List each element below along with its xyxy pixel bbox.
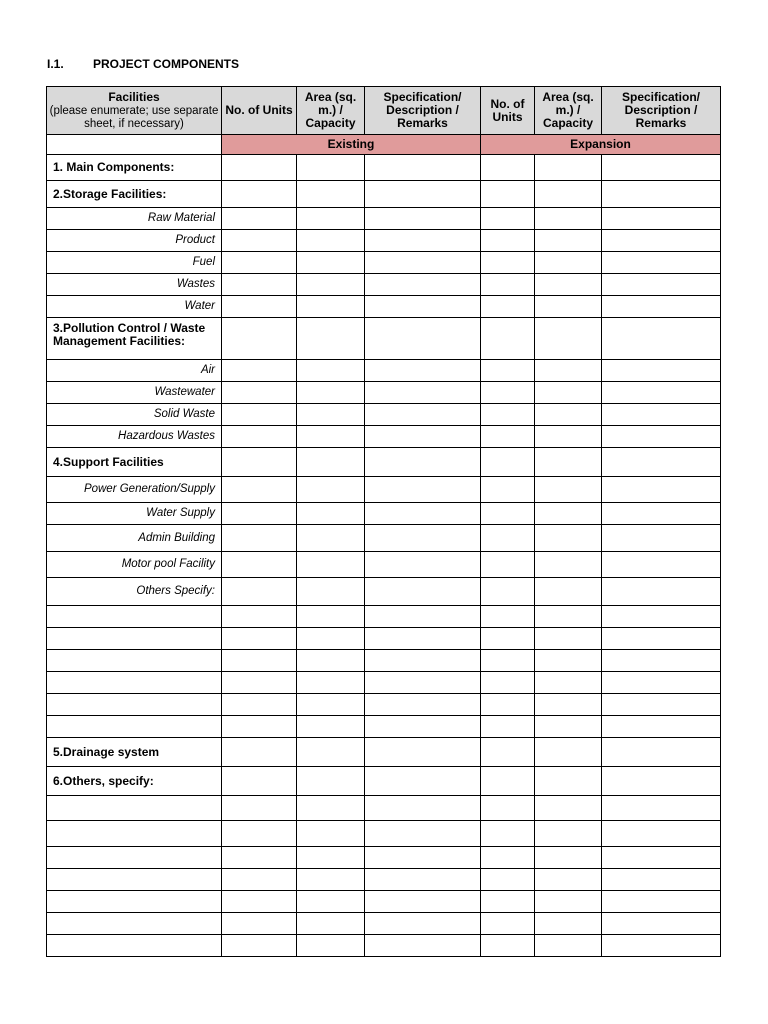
expansion-spec-cell[interactable] [602,448,721,477]
row-label [47,869,222,891]
expansion-units-cell[interactable] [481,382,535,404]
existing-spec-cell[interactable] [365,426,481,448]
table-row [47,525,721,552]
existing-spec-cell[interactable] [365,552,481,578]
existing-units-cell[interactable] [222,578,297,606]
table-row [47,847,721,869]
existing-spec-cell[interactable] [365,891,481,913]
existing-spec-cell[interactable] [365,913,481,935]
expansion-area-cell[interactable] [535,382,602,404]
expansion-area-cell[interactable] [535,503,602,525]
row-label [47,650,222,672]
existing-spec-cell[interactable] [365,477,481,503]
existing-units-cell[interactable] [222,318,297,360]
existing-spec-cell[interactable] [365,404,481,426]
expansion-units-cell[interactable] [481,869,535,891]
row-label [47,935,222,957]
existing-area-cell[interactable] [297,847,365,869]
table-row [47,181,721,208]
row-label: Motor pool Facility [47,552,222,578]
project-components-table [46,86,721,957]
table-row [47,382,721,404]
existing-area-cell[interactable] [297,628,365,650]
expansion-units-cell[interactable] [481,847,535,869]
expansion-spec-cell[interactable] [602,318,721,360]
existing-units-cell[interactable] [222,913,297,935]
existing-area-cell[interactable] [297,181,365,208]
existing-spec-cell[interactable] [365,650,481,672]
expansion-area-cell[interactable] [535,650,602,672]
expansion-spec-cell[interactable] [602,252,721,274]
existing-area-cell[interactable] [297,404,365,426]
existing-area-cell[interactable] [297,155,365,181]
existing-units-cell[interactable] [222,448,297,477]
table-row [47,318,721,360]
existing-spec-cell[interactable] [365,252,481,274]
expansion-units-cell[interactable] [481,935,535,957]
existing-area-cell[interactable] [297,382,365,404]
table-row [47,274,721,296]
expansion-area-cell[interactable] [535,847,602,869]
existing-spec-cell[interactable] [365,847,481,869]
expansion-area-cell[interactable] [535,296,602,318]
row-label [47,891,222,913]
expansion-spec-cell[interactable] [602,935,721,957]
existing-units-cell[interactable] [222,716,297,738]
expansion-spec-cell[interactable] [602,694,721,716]
expansion-units-cell[interactable] [481,716,535,738]
existing-units-cell[interactable] [222,821,297,847]
existing-units-cell[interactable] [222,252,297,274]
facilities-note: (please enumerate; use separate sheet, if necessary) [49,104,219,130]
existing-units-cell[interactable] [222,230,297,252]
expansion-spec-cell[interactable] [602,525,721,552]
expansion-spec-cell[interactable] [602,650,721,672]
existing-spec-cell[interactable] [365,578,481,606]
expansion-units-cell[interactable] [481,230,535,252]
expansion-spec-cell[interactable] [602,404,721,426]
expansion-units-cell[interactable] [481,360,535,382]
existing-spec-cell[interactable] [365,628,481,650]
expansion-spec-cell[interactable] [602,847,721,869]
expansion-area-cell[interactable] [535,181,602,208]
expansion-units-cell[interactable] [481,672,535,694]
existing-units-cell[interactable] [222,672,297,694]
existing-spec-cell[interactable] [365,738,481,767]
existing-units-cell[interactable] [222,935,297,957]
row-label [47,716,222,738]
expansion-units-cell[interactable] [481,208,535,230]
expansion-area-header: Area (sq. m.) / Capacity [535,87,602,135]
existing-units-cell[interactable] [222,360,297,382]
row-label [47,606,222,628]
expansion-units-cell[interactable] [481,318,535,360]
existing-area-cell[interactable] [297,738,365,767]
table-row [47,606,721,628]
expansion-units-cell[interactable] [481,694,535,716]
row-label: Solid Waste [47,404,222,426]
existing-units-cell[interactable] [222,552,297,578]
expansion-units-cell[interactable] [481,891,535,913]
expansion-spec-cell[interactable] [602,181,721,208]
expansion-area-cell[interactable] [535,252,602,274]
expansion-area-cell[interactable] [535,448,602,477]
existing-area-cell[interactable] [297,578,365,606]
existing-spec-cell[interactable] [365,672,481,694]
expansion-area-cell[interactable] [535,230,602,252]
expansion-area-cell[interactable] [535,208,602,230]
existing-area-cell[interactable] [297,274,365,296]
expansion-area-cell[interactable] [535,869,602,891]
existing-area-cell[interactable] [297,208,365,230]
existing-area-cell[interactable] [297,913,365,935]
row-label [47,821,222,847]
row-label: 6.Others, specify: [47,767,222,796]
existing-spec-cell[interactable] [365,796,481,821]
existing-spec-cell[interactable] [365,296,481,318]
expansion-area-cell[interactable] [535,716,602,738]
existing-spec-cell[interactable] [365,869,481,891]
row-label: Power Generation/Supply [47,477,222,503]
expansion-area-cell[interactable] [535,525,602,552]
table-row [47,767,721,796]
existing-area-header: Area (sq. m.) / Capacity [297,87,365,135]
existing-area-cell[interactable] [297,552,365,578]
expansion-spec-cell[interactable] [602,552,721,578]
expansion-units-cell[interactable] [481,181,535,208]
expansion-area-cell[interactable] [535,426,602,448]
existing-area-cell[interactable] [297,360,365,382]
existing-area-cell[interactable] [297,448,365,477]
expansion-area-cell[interactable] [535,913,602,935]
expansion-area-cell[interactable] [535,360,602,382]
row-label: 2.Storage Facilities: [47,181,222,208]
table-row [47,208,721,230]
existing-units-cell[interactable] [222,796,297,821]
expansion-units-cell[interactable] [481,552,535,578]
table-row [47,360,721,382]
table-row [47,503,721,525]
existing-units-cell[interactable] [222,426,297,448]
existing-area-cell[interactable] [297,318,365,360]
expansion-area-cell[interactable] [535,672,602,694]
existing-area-cell[interactable] [297,503,365,525]
expansion-units-cell[interactable] [481,913,535,935]
table-row [47,578,721,606]
table-row [47,650,721,672]
existing-spec-cell[interactable] [365,716,481,738]
existing-area-cell[interactable] [297,935,365,957]
existing-spec-cell[interactable] [365,382,481,404]
expansion-units-cell[interactable] [481,252,535,274]
existing-spec-cell[interactable] [365,360,481,382]
expansion-spec-cell[interactable] [602,477,721,503]
expansion-units-header: No. of Units [481,87,535,135]
row-label: Water Supply [47,503,222,525]
existing-area-cell[interactable] [297,694,365,716]
section-heading [47,57,239,71]
expansion-area-cell[interactable] [535,628,602,650]
row-label: Water [47,296,222,318]
existing-units-cell[interactable] [222,869,297,891]
expansion-area-cell[interactable] [535,694,602,716]
facilities-title: Facilities [108,89,160,104]
table-row [47,796,721,821]
section-number: I.1. [47,57,64,71]
expansion-units-cell[interactable] [481,155,535,181]
table-row [47,552,721,578]
existing-area-cell[interactable] [297,672,365,694]
expansion-spec-cell[interactable] [602,503,721,525]
table-row [47,935,721,957]
expansion-area-cell[interactable] [535,767,602,796]
expansion-group-header: Expansion [481,135,721,155]
expansion-units-cell[interactable] [481,767,535,796]
existing-area-cell[interactable] [297,525,365,552]
section-title: PROJECT COMPONENTS [93,57,240,71]
existing-spec-cell[interactable] [365,181,481,208]
expansion-units-cell[interactable] [481,821,535,847]
expansion-spec-cell[interactable] [602,628,721,650]
existing-spec-cell[interactable] [365,448,481,477]
expansion-area-cell[interactable] [535,935,602,957]
existing-area-cell[interactable] [297,821,365,847]
table-row [47,738,721,767]
existing-units-cell[interactable] [222,404,297,426]
existing-area-cell[interactable] [297,796,365,821]
expansion-area-cell[interactable] [535,274,602,296]
existing-area-cell[interactable] [297,650,365,672]
table-row [47,672,721,694]
existing-units-cell[interactable] [222,477,297,503]
existing-units-cell[interactable] [222,628,297,650]
expansion-spec-header: Specification/ Description / Remarks [602,87,721,135]
existing-units-cell[interactable] [222,891,297,913]
existing-spec-cell[interactable] [365,274,481,296]
expansion-spec-cell[interactable] [602,716,721,738]
row-label: Wastes [47,274,222,296]
existing-units-cell[interactable] [222,847,297,869]
existing-spec-header: Specification/ Description / Remarks [365,87,481,135]
existing-spec-cell[interactable] [365,606,481,628]
existing-units-cell[interactable] [222,525,297,552]
existing-units-cell[interactable] [222,208,297,230]
existing-area-cell[interactable] [297,891,365,913]
table-row [47,869,721,891]
expansion-spec-cell[interactable] [602,672,721,694]
existing-units-cell[interactable] [222,606,297,628]
row-label: 5.Drainage system [47,738,222,767]
table-row [47,448,721,477]
existing-group-header: Existing [222,135,481,155]
existing-area-cell[interactable] [297,716,365,738]
expansion-area-cell[interactable] [535,578,602,606]
expansion-spec-cell[interactable] [602,891,721,913]
expansion-area-cell[interactable] [535,155,602,181]
expansion-spec-cell[interactable] [602,426,721,448]
table-row [47,716,721,738]
expansion-area-cell[interactable] [535,477,602,503]
existing-spec-cell[interactable] [365,503,481,525]
existing-spec-cell[interactable] [365,230,481,252]
existing-spec-cell[interactable] [365,208,481,230]
expansion-area-cell[interactable] [535,552,602,578]
row-label: Product [47,230,222,252]
existing-units-cell[interactable] [222,694,297,716]
row-label: 1. Main Components: [47,155,222,181]
existing-spec-cell[interactable] [365,525,481,552]
expansion-spec-cell[interactable] [602,606,721,628]
existing-area-cell[interactable] [297,869,365,891]
expansion-units-cell[interactable] [481,606,535,628]
expansion-spec-cell[interactable] [602,796,721,821]
existing-area-cell[interactable] [297,767,365,796]
existing-area-cell[interactable] [297,606,365,628]
table-row [47,628,721,650]
existing-units-header: No. of Units [222,87,297,135]
existing-units-cell[interactable] [222,503,297,525]
expansion-spec-cell[interactable] [602,296,721,318]
expansion-spec-cell[interactable] [602,274,721,296]
expansion-spec-cell[interactable] [602,230,721,252]
table-row [47,296,721,318]
expansion-spec-cell[interactable] [602,767,721,796]
row-label [47,847,222,869]
existing-area-cell[interactable] [297,426,365,448]
row-label: Hazardous Wastes [47,426,222,448]
expansion-units-cell[interactable] [481,796,535,821]
existing-area-cell[interactable] [297,252,365,274]
table-row [47,404,721,426]
table-row [47,913,721,935]
row-label: Wastewater [47,382,222,404]
table-row [47,155,721,181]
expansion-units-cell[interactable] [481,404,535,426]
existing-units-cell[interactable] [222,155,297,181]
expansion-units-cell[interactable] [481,426,535,448]
row-label: Air [47,360,222,382]
expansion-spec-cell[interactable] [602,578,721,606]
row-label: Raw Material [47,208,222,230]
expansion-spec-cell[interactable] [602,382,721,404]
existing-area-cell[interactable] [297,477,365,503]
expansion-units-cell[interactable] [481,503,535,525]
row-label: Admin Building [47,525,222,552]
expansion-spec-cell[interactable] [602,208,721,230]
row-label: Fuel [47,252,222,274]
facilities-header [47,87,222,135]
table-row [47,230,721,252]
expansion-units-cell[interactable] [481,738,535,767]
row-label: Others Specify: [47,578,222,606]
expansion-spec-cell[interactable] [602,821,721,847]
existing-area-cell[interactable] [297,230,365,252]
existing-units-cell[interactable] [222,274,297,296]
existing-units-cell[interactable] [222,296,297,318]
existing-units-cell[interactable] [222,181,297,208]
existing-spec-cell[interactable] [365,155,481,181]
expansion-area-cell[interactable] [535,606,602,628]
facilities-header-continued [47,135,222,155]
expansion-area-cell[interactable] [535,821,602,847]
existing-spec-cell[interactable] [365,767,481,796]
existing-units-cell[interactable] [222,650,297,672]
row-label: 3.Pollution Control / Waste Management Facilities: [47,318,222,360]
expansion-spec-cell[interactable] [602,913,721,935]
expansion-area-cell[interactable] [535,318,602,360]
table-row [47,821,721,847]
existing-spec-cell[interactable] [365,318,481,360]
expansion-units-cell[interactable] [481,477,535,503]
row-label [47,694,222,716]
expansion-area-cell[interactable] [535,891,602,913]
expansion-spec-cell[interactable] [602,360,721,382]
table-row [47,252,721,274]
existing-spec-cell[interactable] [365,821,481,847]
table-row [47,694,721,716]
existing-spec-cell[interactable] [365,935,481,957]
expansion-area-cell[interactable] [535,738,602,767]
row-label: 4.Support Facilities [47,448,222,477]
expansion-units-cell[interactable] [481,296,535,318]
expansion-area-cell[interactable] [535,404,602,426]
existing-units-cell[interactable] [222,767,297,796]
table-row [47,891,721,913]
existing-units-cell[interactable] [222,382,297,404]
expansion-spec-cell[interactable] [602,869,721,891]
expansion-units-cell[interactable] [481,578,535,606]
expansion-area-cell[interactable] [535,796,602,821]
expansion-spec-cell[interactable] [602,155,721,181]
existing-area-cell[interactable] [297,296,365,318]
row-label [47,796,222,821]
row-label [47,672,222,694]
expansion-units-cell[interactable] [481,448,535,477]
expansion-units-cell[interactable] [481,525,535,552]
table-row [47,426,721,448]
existing-units-cell[interactable] [222,738,297,767]
existing-spec-cell[interactable] [365,694,481,716]
row-label [47,913,222,935]
expansion-units-cell[interactable] [481,628,535,650]
expansion-spec-cell[interactable] [602,738,721,767]
table-row [47,477,721,503]
expansion-units-cell[interactable] [481,274,535,296]
expansion-units-cell[interactable] [481,650,535,672]
row-label [47,628,222,650]
